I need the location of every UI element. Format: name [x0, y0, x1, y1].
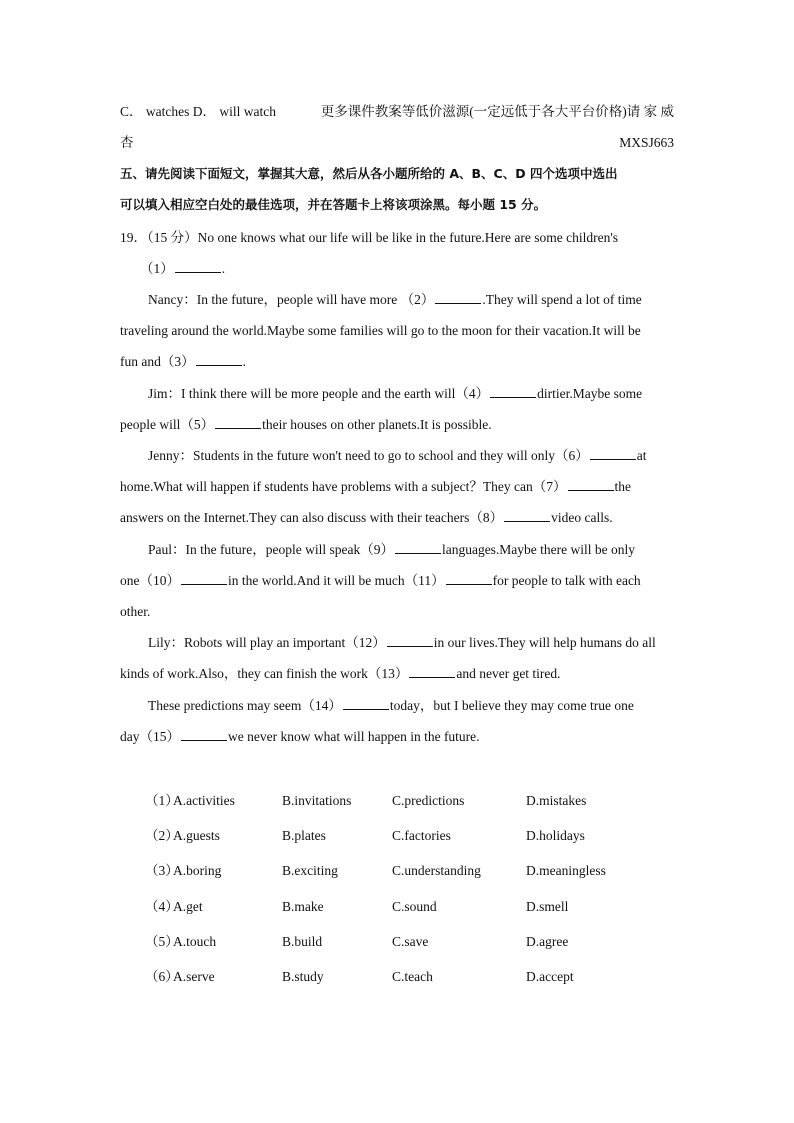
- paragraph-jenny-line-3: answers on the Internet.They can also discuss with their teachers（8） video calls.: [120, 510, 613, 525]
- blank-6: [590, 447, 636, 460]
- paragraph-lily-line-1: Lily：Robots will play an important（12） in our lives.They will help humans do all: [148, 635, 656, 650]
- top-note-line-2: [120, 133, 674, 153]
- paragraph-end-line-2: day（15） we never know what will happen in the future.: [120, 729, 480, 744]
- option-a: A.activities: [173, 793, 235, 808]
- option-c: C.save: [392, 934, 429, 949]
- paragraph-nancy-line-1: Nancy：In the future，people will have more （2） .They will spend a lot of time: [148, 292, 642, 307]
- paragraph-paul-line-1: Paul：In the future，people will speak（9） languages.Maybe there will be only: [148, 542, 636, 557]
- blank-14: [343, 697, 389, 710]
- option-b: B.exciting: [282, 863, 338, 878]
- option-a: A.serve: [173, 969, 215, 984]
- option-number: （6）: [145, 969, 179, 984]
- option-number: （2）: [145, 828, 179, 843]
- top-note-line-1: [120, 102, 674, 122]
- top-note-char: 杏: [120, 135, 134, 150]
- top-note-code: MXSJ663: [619, 135, 674, 150]
- blank-12: [387, 634, 433, 647]
- option-b: B.study: [282, 969, 324, 984]
- option-d: D.agree: [526, 934, 569, 949]
- section-title-line-1: 五、请先阅读下面短文，掌握其大意，然后从各小题所给的 A、B、C、D 四个选项中选出: [120, 166, 618, 181]
- option-number: （1）: [145, 793, 179, 808]
- blank-10: [181, 572, 227, 585]
- option-d: D.meaningless: [526, 863, 606, 878]
- blank-15: [181, 728, 227, 741]
- option-b: B.build: [282, 934, 323, 949]
- option-c: C.understanding: [392, 863, 481, 878]
- option-c: C.teach: [392, 969, 433, 984]
- blank-8: [504, 509, 550, 522]
- paragraph-end-line-1: These predictions may seem（14） today，but I believe they may come true one: [148, 698, 634, 713]
- option-c: C.predictions: [392, 793, 465, 808]
- option-d: D.mistakes: [526, 793, 587, 808]
- blank-3: [196, 353, 242, 366]
- option-b: B.invitations: [282, 793, 352, 808]
- option-a: A.touch: [173, 934, 217, 949]
- option-number: （4）: [145, 899, 179, 914]
- option-c: C.factories: [392, 828, 451, 843]
- option-a: A.get: [173, 899, 203, 914]
- paragraph-lily-line-2: kinds of work.Also，they can finish the work（13） and never get tired.: [120, 666, 561, 681]
- question-intro-text: 19．（15 分）No one knows what our life will be like in the future.Here are some children's: [120, 230, 619, 245]
- paragraph-jenny-line-2: home.What will happen if students have problems with a subject？They can（7） the: [120, 479, 632, 494]
- blank-1: [175, 260, 221, 273]
- paragraph-paul-line-3: other.: [120, 604, 151, 619]
- blank-2: [435, 291, 481, 304]
- paragraph-nancy-line-3: fun and（3） .: [120, 354, 246, 369]
- option-d: D.smell: [526, 899, 569, 914]
- option-c: C.sound: [392, 899, 437, 914]
- question-intro-line-1: [120, 228, 674, 248]
- option-a: A.guests: [173, 828, 220, 843]
- blank-4: [490, 385, 536, 398]
- paragraph-paul-line-2: one（10） in the world.And it will be much（11） for people to talk with each: [120, 573, 641, 588]
- blank-7: [568, 478, 614, 491]
- section-title-line-2: 可以填入相应空白处的最佳选项，并在答题卡上将该项涂黑。每小题 15 分。: [120, 197, 547, 212]
- option-a: A.boring: [173, 863, 222, 878]
- paragraph-jim-line-2: people will（5） their houses on other planets.It is possible.: [120, 417, 492, 432]
- blank-13: [409, 665, 455, 678]
- option-number: （3）: [145, 863, 179, 878]
- option-b: B.make: [282, 899, 324, 914]
- option-d: D.accept: [526, 969, 574, 984]
- paragraph-jim-line-1: Jim：I think there will be more people and the earth will（4） dirtier.Maybe some: [148, 386, 643, 401]
- blank-9: [395, 541, 441, 554]
- question-intro-line-2: （1） .: [140, 261, 226, 276]
- option-d: D.holidays: [526, 828, 585, 843]
- option-b: B.plates: [282, 828, 326, 843]
- top-note-promo: 更多课件教案等低价滋源(一定远低于各大平台价格)请 家 威: [320, 104, 674, 119]
- option-number: （5）: [145, 934, 179, 949]
- top-note-options: C． watches D． will watch: [120, 104, 276, 119]
- paragraph-jenny-line-1: Jenny：Students in the future won't need to go to school and they will only（6） at: [148, 448, 647, 463]
- paragraph-nancy-line-2: traveling around the world.Maybe some families will go to the moon for their vacation.It will be: [120, 323, 641, 338]
- blank-11: [446, 572, 492, 585]
- blank-5: [215, 416, 261, 429]
